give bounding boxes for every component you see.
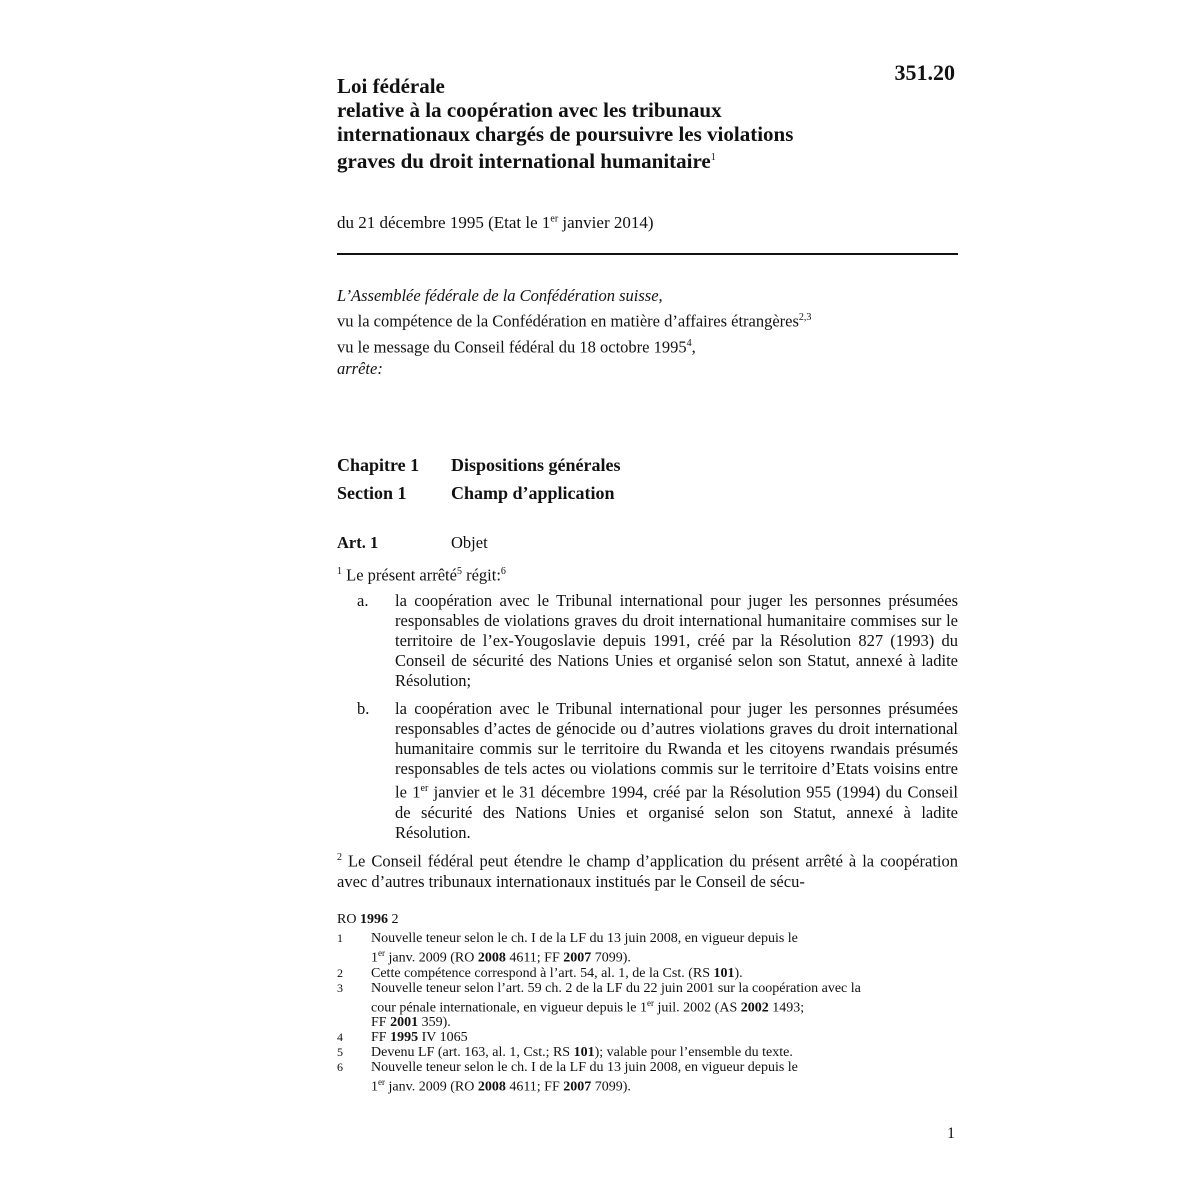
list-item-text: la coopération avec le Tribunal international pour juger les personnes présumées responsables de violations graves du droit international humanitaire commises sur le territoire de l’ex-Yougoslavie depuis 1991, créé par la Résolution 827 (1993) du Conseil de sécurité des Nations Unies et organisé selon son Statut, annexé à ladite Résolution;: [395, 591, 958, 690]
chapter-label: Chapitre 1: [337, 455, 420, 475]
systematic-number: 351.20: [894, 60, 955, 85]
section-label: Section 1: [337, 483, 407, 503]
chapter-title: Dispositions générales: [451, 455, 621, 475]
list-item-a: [357, 591, 958, 691]
page-number: 1: [947, 1125, 955, 1142]
article-title: Objet: [451, 533, 488, 552]
title-line-last: graves du droit international humanitaire$^1$: [337, 149, 716, 173]
separator-rule: [337, 253, 958, 255]
title-line: relative à la coopération avec les tribunaux: [337, 98, 722, 122]
footnote: 4 FF 1995 IV 1065: [337, 1030, 468, 1046]
publication-reference: RO 1996 2: [337, 912, 399, 927]
footnote: 5 Devenu LF (art. 163, al. 1, Cst.; RS 101); valable pour l’ensemble du texte.: [337, 1045, 793, 1061]
preamble-vu-2: vu le message du Conseil fédéral du 18 octobre 1995$^4$,: [337, 337, 696, 356]
preamble-vu-1: vu la compétence de la Confédération en matière d’affaires étrangères$^{2,3}$: [337, 311, 812, 331]
paragraph-2: $^2$ Le Conseil fédéral peut étendre le champ d’application du présent arrêté à la coopération avec d’autres tribunaux internationaux institués par le Conseil de sécu-: [337, 851, 958, 891]
list-item-label: b.: [357, 699, 370, 718]
list-item-text: la coopération avec le Tribunal international pour juger les personnes présumées responsables d’actes de génocide ou d’autres violations graves du droit international humanitaire commis sur le territoire du Rwanda et les citoyens rwandais présumés responsables de tels actes ou violations commis sur le territoire d’Etats voisins entre le 1er janvier et le 31 décembre 1994, créé par la Résolution 955 (1994) du Conseil de sécurité des Nations Unies et organisé selon son Statut, annexé à ladite Résolution.: [395, 699, 958, 842]
law-date: du 21 décembre 1995 (Etat le 1er janvier 2014): [337, 213, 654, 232]
preamble-arrete: arrête:: [337, 359, 383, 378]
article-label: Art. 1: [337, 533, 379, 552]
preamble-assembly: L’Assemblée fédérale de la Confédération suisse,: [337, 286, 663, 305]
list-item-b: [357, 699, 958, 843]
preamble: [337, 285, 958, 380]
title-line: internationaux chargés de poursuivre les violations: [337, 122, 794, 146]
footnote: 3 Nouvelle teneur selon l’art. 59 ch. 2 de la LF du 22 juin 2001 sur la coopération avec la cour pénale internationale, en vigueur depuis le 1er juil. 2002 (AS 2002 1493; FF 2001 359).: [337, 980, 861, 1031]
chapter-heading: [337, 455, 621, 476]
law-title: [337, 74, 877, 173]
list-item-label: a.: [357, 591, 369, 610]
section-title: Champ d’application: [451, 483, 615, 503]
paragraph-1: $^1$ Le présent arrêté$^5$ régit:$^6$: [337, 565, 506, 585]
footnote: 6 Nouvelle teneur selon le ch. I de la LF du 13 juin 2008, en vigueur depuis le 1er janv. 2009 (RO 2008 4611; FF 2007 7099).: [337, 1060, 798, 1095]
section-heading: [337, 483, 615, 504]
footnote: 2 Cette compétence correspond à l’art. 54, al. 1, de la Cst. (RS 101).: [337, 965, 743, 981]
article-heading: [337, 533, 488, 553]
footnote: 1 Nouvelle teneur selon le ch. I de la LF du 13 juin 2008, en vigueur depuis le 1er janv. 2009 (RO 2008 4611; FF 2007 7099).: [337, 931, 798, 966]
footnotes: [337, 912, 958, 1095]
footnote-ref[interactable]: 1: [710, 152, 716, 163]
footnote-ref[interactable]: 6: [500, 566, 506, 577]
footnote-ref[interactable]: 2,3: [798, 312, 812, 323]
footnote-ref[interactable]: 4: [686, 337, 692, 349]
footnote-ref[interactable]: 5: [456, 566, 462, 577]
title-line: Loi fédérale: [337, 74, 445, 98]
